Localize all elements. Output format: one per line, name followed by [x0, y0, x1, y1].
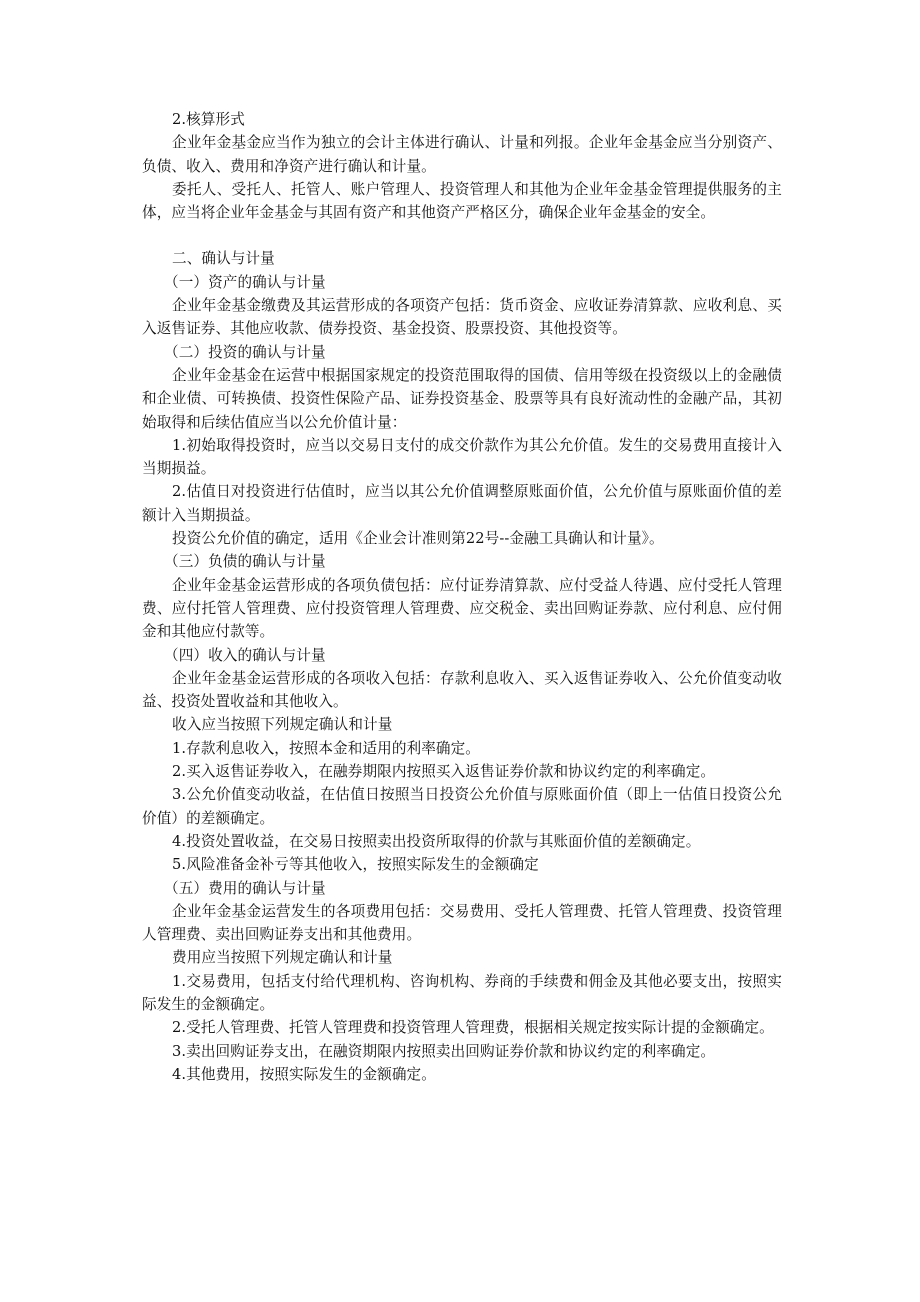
paragraph: 企业年金基金运营形成的各项负债包括：应付证券清算款、应付受益人待遇、应付受托人管理费、应付托管人管理费、应付投资管理人管理费、应交税金、卖出回购证券款、应付利息、应付佣金和其他应付款等。: [142, 576, 782, 641]
document-body: [142, 108, 782, 1086]
subsection-heading: （五）费用的确认与计量: [164, 879, 326, 897]
paragraph: 企业年金基金运营发生的各项费用包括：交易费用、受托人管理费、托管人管理费、投资管理人管理费、卖出回购证券支出和其他费用。: [142, 902, 782, 944]
list-item: 2.受托人管理费、托管人管理费和投资管理人管理费，根据相关规定按实际计提的金额确定。: [172, 1019, 774, 1037]
list-item: 1.交易费用，包括支付给代理机构、咨询机构、券商的手续费和佣金及其他必要支出，按照实际发生的金额确定。: [142, 972, 782, 1013]
paragraph: 2.估值日对投资进行估值时，应当以其公允价值调整原账面价值，公允价值与原账面价值的差额计入当期损益。: [142, 483, 782, 524]
paragraph: 1.初始取得投资时，应当以交易日支付的成交价款作为其公允价值。发生的交易费用直接计入当期损益。: [142, 436, 782, 478]
subsection-heading: （二）投资的确认与计量: [164, 343, 326, 361]
paragraph: 收入应当按照下列规定确认和计量: [172, 716, 393, 734]
paragraph: 企业年金基金在运营中根据国家规定的投资范围取得的国债、信用等级在投资级以上的金融债和企业债、可转换债、投资性保险产品、证券投资基金、股票等具有良好流动性的金融产品，其初始取得和后续估值应当以公允价值计量：: [142, 366, 782, 431]
list-item: 3.卖出回购证券支出，在融资期限内按照卖出回购证券价款和协议约定的利率确定。: [172, 1042, 716, 1060]
list-item: 4.投资处置收益，在交易日按照卖出投资所取得的价款与其账面价值的差额确定。: [172, 832, 701, 850]
paragraph: 2.核算形式: [172, 111, 245, 128]
spacer: [142, 224, 782, 247]
list-item: 1.存款利息收入，按照本金和适用的利率确定。: [172, 739, 481, 757]
list-item: 3.公允价值变动收益，在估值日按照当日投资公允价值与原账面价值（即上一估值日投资公允价值）的差额确定。: [142, 786, 782, 827]
paragraph: 投资公允价值的确定，适用《企业会计准则第22号--金融工具确认和计量》。: [172, 530, 664, 548]
subsection-heading: （四）收入的确认与计量: [164, 646, 326, 664]
paragraph: 委托人、受托人、托管人、账户管理人、投资管理人和其他为企业年金基金管理提供服务的主体，应当将企业年金基金与其固有资产和其他资产严格区分，确保企业年金基金的安全。: [142, 180, 782, 222]
paragraph: 企业年金基金缴费及其运营形成的各项资产包括：货币资金、应收证券清算款、应收利息、买入返售证券、其他应收款、债券投资、基金投资、股票投资、其他投资等。: [142, 297, 782, 338]
subsection-heading: （一）资产的确认与计量: [164, 273, 326, 291]
list-item: 2.买入返售证券收入，在融券期限内按照买入返售证券价款和协议约定的利率确定。: [172, 763, 716, 781]
list-item: 4.其他费用，按照实际发生的金额确定。: [172, 1065, 436, 1083]
list-item: 5.风险准备金补亏等其他收入，按照实际发生的金额确定: [172, 856, 539, 874]
subsection-heading: （三）负债的确认与计量: [164, 553, 326, 571]
section-heading: 二、确认与计量: [172, 250, 275, 268]
paragraph: 企业年金基金应当作为独立的会计主体进行确认、计量和列报。企业年金基金应当分别资产、负债、收入、费用和净资产进行确认和计量。: [142, 134, 782, 175]
paragraph: 费用应当按照下列规定确认和计量: [172, 949, 393, 967]
paragraph: 企业年金基金运营形成的各项收入包括：存款利息收入、买入返售证券收入、公允价值变动收益、投资处置收益和其他收入。: [142, 669, 782, 711]
